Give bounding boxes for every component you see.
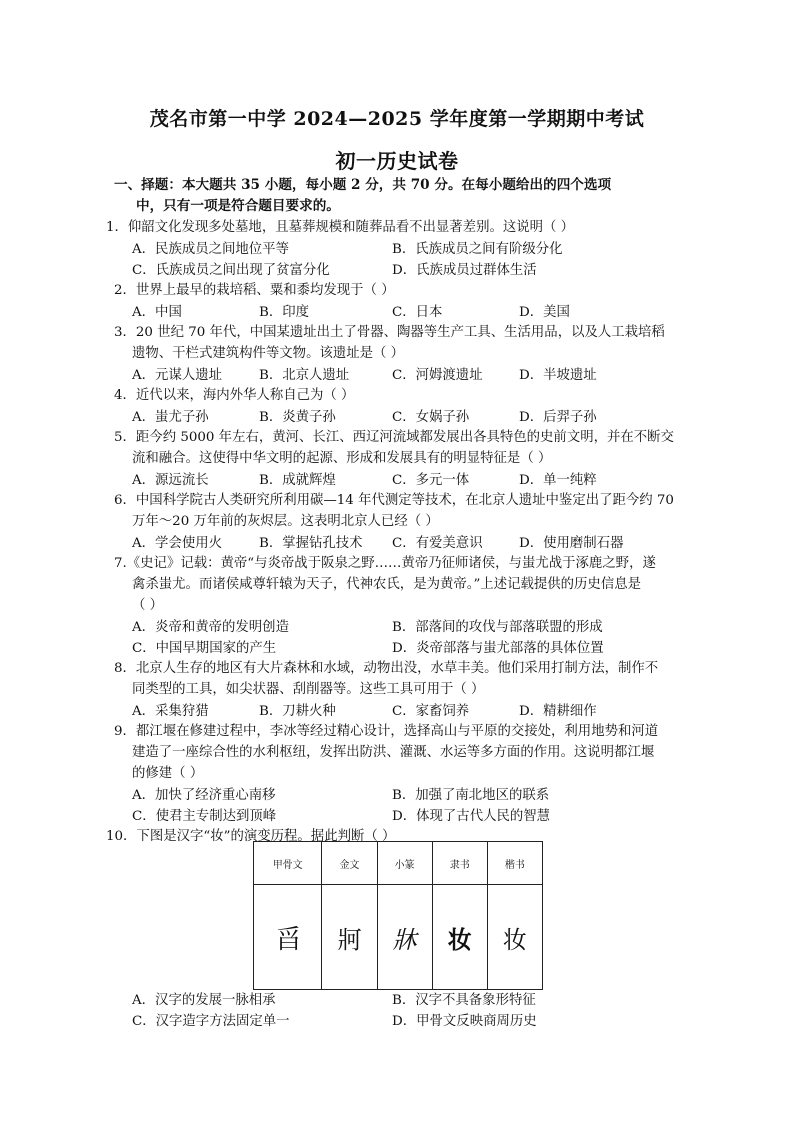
option-d: D．使用磨制石器 xyxy=(519,536,624,551)
option-c: C．氏族成员之间出现了贫富分化 xyxy=(132,263,330,278)
character-evolution-table xyxy=(253,841,543,990)
table-header-cell: 金文 xyxy=(322,842,377,885)
question-stem-cont: 流和融合。这使得中华文明的起源、形成和发展具有的明显特征是（ ） xyxy=(132,451,552,466)
option-b: B．刀耕火种 xyxy=(259,704,336,719)
question-2 xyxy=(114,280,395,301)
oracle-bone-glyph: 㸓 xyxy=(254,885,322,990)
bronze-glyph: 牁 xyxy=(322,885,377,990)
table-header-cell: 隶书 xyxy=(432,842,487,885)
question-stem: 5．距今约 5000 年左右，黄河、长江、西辽河流域都发展出各具特色的史前文明，并在不断交 xyxy=(114,430,674,445)
question-stem: 8．北京人生存的地区有大片森林和水域，动物出没，水草丰美。他们采用打制方法，制作不 xyxy=(114,661,659,676)
section-heading xyxy=(114,175,694,217)
option-d: D．精耕细作 xyxy=(519,704,597,719)
option-b: B．汉字不具备象形特征 xyxy=(392,993,536,1008)
option-c: C．有爱美意识 xyxy=(392,536,483,551)
option-d: D．氏族成员过群体生活 xyxy=(392,263,537,278)
seal-glyph: 牀 xyxy=(377,885,432,990)
question-stem-cont: 建造了一座综合性的水利枢纽，发挥出防洪、灌溉、水运等多方面的作用。这说明都江堰 xyxy=(132,745,655,760)
option-a: A．加快了经济重心南移 xyxy=(132,788,276,803)
option-b: B．加强了南北地区的联系 xyxy=(392,788,550,803)
question-stem-cont: 同类型的工具，如尖状器、刮削器等。这些工具可用于（ ） xyxy=(132,682,485,697)
clerical-glyph: 妆 xyxy=(432,885,487,990)
question-9 xyxy=(114,721,658,784)
table-header-cell: 小篆 xyxy=(377,842,432,885)
table-header-cell: 楷书 xyxy=(487,842,542,885)
option-d: D．后羿子孙 xyxy=(519,410,597,425)
option-a: A．蚩尤子孙 xyxy=(132,410,209,425)
question-stem-cont: （ ） xyxy=(132,598,164,613)
option-d: D．甲骨文反映商周历史 xyxy=(392,1014,537,1029)
option-c: C．女娲子孙 xyxy=(392,410,470,425)
option-c: C．使君主专制达到顶峰 xyxy=(132,809,277,824)
option-b: B．北京人遗址 xyxy=(259,368,350,383)
question-stem: 7.《史记》记载：黄帝“与炎帝战于阪泉之野……黄帝乃征师诸侯，与蚩尤战于涿鹿之野，遂 xyxy=(114,556,656,571)
question-5 xyxy=(114,427,674,469)
question-stem-cont: 的修建（ ） xyxy=(132,766,204,781)
option-d: D．半坡遗址 xyxy=(519,368,597,383)
option-d: D．美国 xyxy=(519,305,570,320)
question-stem: 9．都江堰在修建过程中，李冰等经过精心设计，选择高山与平原的交接处，利用地势和河道 xyxy=(114,724,659,739)
question-7 xyxy=(114,553,656,616)
question-8 xyxy=(114,658,658,700)
question-stem: 10．下图是汉字“妆”的演变历程。据此判断（ ） xyxy=(106,829,396,844)
option-d: D．单一纯粹 xyxy=(519,473,597,488)
option-b: B．成就辉煌 xyxy=(259,473,336,488)
option-a: A．元谋人遗址 xyxy=(132,368,223,383)
question-stem: 4．近代以来，海内外华人称自己为（ ） xyxy=(114,388,355,403)
question-stem: 2．世界上最早的栽培稻、粟和黍均发现于（ ） xyxy=(114,283,395,298)
option-a: A．源远流长 xyxy=(132,473,209,488)
option-b: B．部落间的攻伐与部落联盟的形成 xyxy=(392,620,603,635)
option-c: C．河姆渡遗址 xyxy=(392,368,483,383)
question-stem-cont: 禽杀蚩尤。而诸侯咸尊轩辕为天子，代神农氏，是为黄帝。”上述记载提供的历史信息是 xyxy=(132,577,641,592)
option-b: B．炎黄子孙 xyxy=(259,410,336,425)
regular-glyph: 妆 xyxy=(487,885,542,990)
option-c: C．中国早期国家的产生 xyxy=(132,641,277,656)
question-4 xyxy=(114,385,354,406)
question-stem-cont: 遗物、干栏式建筑构件等文物。该遗址是（ ） xyxy=(132,346,405,361)
exam-subtitle: 初一历史试卷 xyxy=(335,149,459,173)
option-d: D．体现了古代人民的智慧 xyxy=(392,809,551,824)
option-d: D．炎帝部落与蚩尤部落的具体位置 xyxy=(392,641,604,656)
question-6 xyxy=(114,490,674,532)
question-stem: 6．中国科学院古人类研究所利用碳—14 年代测定等技术，在北京人遗址中鉴定出了距今约 70 xyxy=(114,493,674,508)
section-line-1: 一、择题：本大题共 35 小题，每小题 2 分，共 70 分。在每小题给出的四个选项 xyxy=(114,177,612,193)
section-line-2: 中，只有一项是符合题目要求的。 xyxy=(136,198,340,214)
question-3 xyxy=(114,322,665,364)
option-c: C．汉字造字方法固定单一 xyxy=(132,1014,290,1029)
exam-title: 茂名市第一中学 2024—2025 学年度第一学期期中考试 xyxy=(149,108,645,130)
option-b: B．氏族成员之间有阶级分化 xyxy=(392,242,563,257)
option-a: A．汉字的发展一脉相承 xyxy=(132,993,276,1008)
table-header-cell: 甲骨文 xyxy=(254,842,322,885)
question-stem-cont: 万年～20 万年前的灰烬层。这表明北京人已经（ ） xyxy=(132,514,439,529)
option-a: A．学会使用火 xyxy=(132,536,223,551)
option-a: A．中国 xyxy=(132,305,182,320)
option-c: C．多元一体 xyxy=(392,473,470,488)
option-b: B．掌握钻孔技术 xyxy=(259,536,363,551)
option-b: B．印度 xyxy=(259,305,310,320)
option-a: A．采集狩猎 xyxy=(132,704,209,719)
option-c: C．家畜饲养 xyxy=(392,704,470,719)
option-c: C．日本 xyxy=(392,305,443,320)
question-stem: 3．20 世纪 70 年代，中国某遗址出土了骨器、陶器等生产工具、生活用品，以及人工栽培稻 xyxy=(114,325,665,340)
option-a: A．炎帝和黄帝的发明创造 xyxy=(132,620,289,635)
option-a: A．民族成员之间地位平等 xyxy=(132,242,289,257)
question-stem: 1．仰韶文化发现多处墓地，且墓葬规模和随葬品看不出显著差别。这说明（ ） xyxy=(106,220,575,235)
question-1 xyxy=(106,217,574,238)
